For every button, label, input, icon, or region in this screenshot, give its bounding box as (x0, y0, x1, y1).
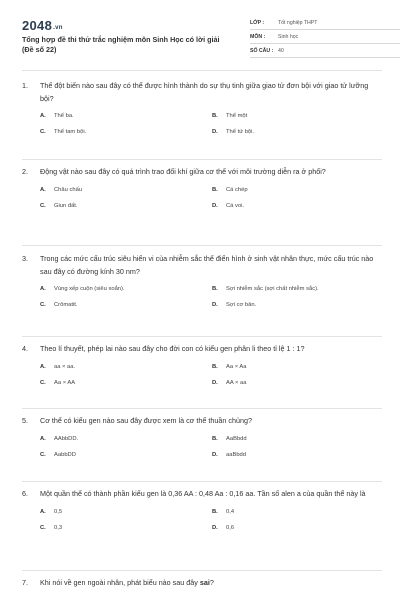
meta-label: MÔN : (250, 33, 266, 40)
logo-suffix: .vn (53, 25, 63, 31)
option-letter: A. (40, 435, 46, 442)
option-b[interactable] (212, 113, 382, 119)
question-7 (22, 577, 382, 590)
option-text: Thể tứ bội. (226, 129, 255, 135)
option-text: AAbbDD. (54, 435, 79, 442)
option-text: aaBbdd (226, 451, 246, 458)
question-stem: Theo lí thuyết, phép lai nào sau đây cho đời con có kiểu gen phân li theo tỉ lệ 1 : 1? (40, 344, 305, 353)
option-d[interactable] (212, 302, 382, 308)
divider (22, 245, 382, 246)
question-stem: Động vật nào sau đây có quá trình trao đổi khí giữa cơ thể với môi trường diễn ra ở phổi? (40, 167, 326, 176)
option-letter: B. (212, 435, 218, 442)
question-text (22, 80, 382, 105)
option-letter: C. (40, 302, 46, 308)
question-text (22, 415, 382, 428)
meta-row-count (250, 44, 400, 58)
option-text: Crômatit. (54, 302, 78, 308)
divider (22, 336, 382, 337)
option-text: Thể tam bội. (54, 129, 87, 135)
option-text: Sợi nhiễm sắc (sợi chất nhiễm sắc). (226, 286, 319, 292)
option-text: Aa × AA (54, 379, 76, 386)
option-letter: D. (212, 524, 218, 531)
option-text: 0,4 (226, 508, 235, 515)
question-4 (22, 343, 382, 386)
option-a[interactable] (40, 509, 212, 515)
option-d[interactable] (212, 380, 382, 386)
question-text (22, 488, 382, 501)
exam-title-line-1: Tổng hợp đề thi thử trắc nghiệm môn Sinh Học có lời giải (22, 35, 220, 44)
option-letter: A. (40, 113, 46, 119)
option-c[interactable] (40, 302, 212, 308)
option-text: Aa × Aa (226, 363, 247, 370)
option-a[interactable] (40, 187, 212, 193)
option-text: Cá voi. (226, 202, 245, 209)
option-letter: C. (40, 524, 46, 531)
option-c[interactable] (40, 525, 212, 531)
option-letter: D. (212, 379, 218, 386)
option-b[interactable] (212, 286, 382, 292)
option-text: Vùng xếp cuộn (siêu xoắn). (54, 286, 125, 292)
option-grid (22, 187, 382, 209)
header (22, 14, 382, 64)
exam-title (22, 35, 252, 55)
question-text (22, 253, 382, 278)
option-b[interactable] (212, 436, 382, 442)
option-a[interactable] (40, 113, 212, 119)
site-logo[interactable] (22, 18, 63, 33)
question-stem-part: Khi nói về gen ngoài nhân, phát biểu nào sau đây (40, 578, 200, 587)
option-letter: A. (40, 186, 46, 193)
divider (22, 70, 382, 71)
question-2 (22, 166, 382, 209)
option-letter: C. (40, 451, 46, 458)
question-stem-part: ? (209, 578, 214, 587)
option-letter: B. (212, 113, 218, 119)
question-number: 2. (22, 167, 28, 176)
option-grid (22, 509, 382, 531)
option-letter: C. (40, 202, 46, 209)
option-letter: D. (212, 302, 218, 308)
option-letter: B. (212, 186, 218, 193)
option-text: 0,5 (54, 508, 63, 515)
question-stem: Cơ thể có kiểu gen nào sau đây được xem là cơ thể thuần chủng? (40, 416, 252, 425)
option-grid (22, 286, 382, 308)
option-d[interactable] (212, 525, 382, 531)
option-letter: D. (212, 129, 218, 135)
option-c[interactable] (40, 203, 212, 209)
question-stem (40, 578, 214, 587)
option-grid (22, 113, 382, 135)
option-letter: D. (212, 451, 218, 458)
question-1 (22, 80, 382, 135)
question-stem: Một quần thể có thành phần kiểu gen là 0,36 AA : 0,48 Aa : 0,16 aa. Tần số alen a của quần thể này là (40, 489, 366, 498)
option-letter: B. (212, 508, 218, 515)
question-text (22, 577, 382, 590)
divider (22, 570, 382, 571)
meta-row-subject (250, 30, 400, 44)
meta-label: SỐ CÂU : (250, 47, 274, 54)
exam-title-line-2: (Đề số 22) (22, 45, 57, 54)
question-text (22, 166, 382, 179)
option-grid (22, 436, 382, 458)
option-d[interactable] (212, 203, 382, 209)
option-letter: B. (212, 286, 218, 292)
option-letter: A. (40, 363, 46, 370)
question-stem: Trong các mức cấu trúc siêu hiển vi của nhiễm sắc thể điển hình ở sinh vật nhân thực, mức cấu trúc nào sau đây có đường kính 30 nm? (40, 254, 374, 276)
option-text: Thể ba. (54, 113, 74, 119)
meta-value: Sinh học (278, 33, 299, 40)
divider (22, 159, 382, 160)
option-text: Sợi cơ bản. (226, 302, 257, 308)
option-text: AaBbdd (226, 435, 247, 442)
option-c[interactable] (40, 129, 212, 135)
option-text: Thể một (226, 113, 248, 119)
option-c[interactable] (40, 380, 212, 386)
question-text (22, 343, 382, 356)
question-3 (22, 253, 382, 308)
option-b[interactable] (212, 187, 382, 193)
option-text: AA × aa (226, 379, 247, 386)
option-text: 0,6 (226, 524, 235, 531)
question-number: 1. (22, 81, 28, 90)
option-letter: A. (40, 508, 46, 515)
divider (22, 408, 382, 409)
question-number: 3. (22, 254, 28, 263)
option-text: Giun đất. (54, 202, 78, 209)
meta-value: 40 (278, 47, 284, 54)
option-a[interactable] (40, 364, 212, 370)
question-5 (22, 415, 382, 458)
option-a[interactable] (40, 286, 212, 292)
option-grid (22, 364, 382, 386)
question-stem-emphasis: sai (199, 578, 210, 587)
option-text: Cá chép (226, 186, 248, 193)
option-text: Châu chấu (54, 186, 83, 193)
question-6 (22, 488, 382, 531)
option-letter: C. (40, 379, 46, 386)
option-b[interactable] (212, 364, 382, 370)
meta-value: Tốt nghiệp THPT (278, 19, 318, 26)
meta-row-class (250, 16, 400, 30)
option-text: AabbDD (54, 451, 76, 458)
question-number: 7. (22, 578, 28, 587)
question-stem: Thể đột biến nào sau đây có thể được hình thành do sự thụ tinh giữa giao tử đơn bội với giao tử lưỡng bội? (40, 81, 369, 103)
meta-label: LỚP : (250, 19, 265, 26)
divider (22, 481, 382, 482)
question-number: 5. (22, 416, 28, 425)
question-number: 4. (22, 344, 28, 353)
option-text: aa × aa. (54, 363, 76, 370)
option-d[interactable] (212, 452, 382, 458)
option-letter: B. (212, 363, 218, 370)
option-letter: C. (40, 129, 46, 135)
option-a[interactable] (40, 436, 212, 442)
option-b[interactable] (212, 509, 382, 515)
logo-main: 2048 (22, 18, 53, 33)
option-letter: D. (212, 202, 218, 209)
option-d[interactable] (212, 129, 382, 135)
option-letter: A. (40, 286, 46, 292)
option-c[interactable] (40, 452, 212, 458)
question-number: 6. (22, 489, 28, 498)
exam-meta (250, 16, 400, 58)
option-text: 0,3 (54, 524, 63, 531)
